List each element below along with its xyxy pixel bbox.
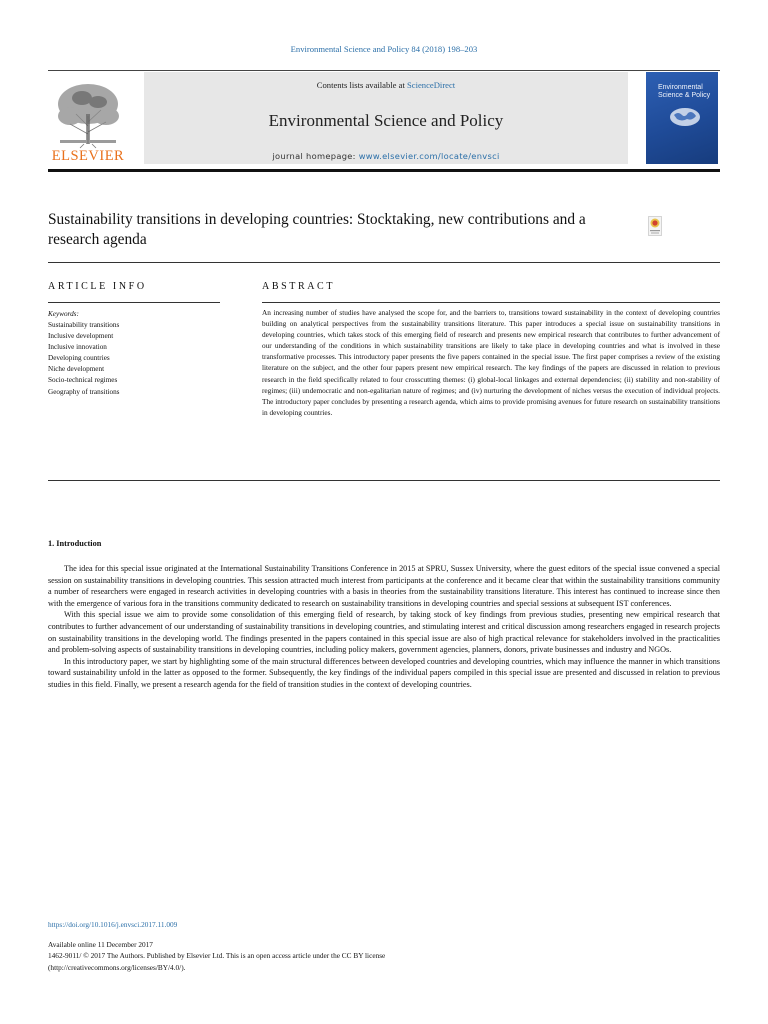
- globe-icon: [668, 106, 702, 128]
- article-info-heading: ARTICLE INFO: [48, 281, 147, 292]
- paragraph: With this special issue we aim to provide some consolidation of this emerging field of research, by taking stock of key findings from previous studies, presenting new empirical research that contributes to further advancement of our understanding of sustainability transitions in developing countries, and stimulating interest and critical discussion among researchers engaged in research projects on sustainability transitions in the developing world. The findings presented in the papers contained in this special issue are also of high practical relevance for stakeholders involved in the practicalities and problem-solving aspects of sustainability transitions in developing countries, including policy makers, government agencies, planners, donors, private businesses and industry and NGOs.: [48, 610, 720, 655]
- homepage-link[interactable]: www.elsevier.com/locate/envsci: [358, 151, 500, 161]
- license-url[interactable]: (http://creativecommons.org/licenses/BY/4.0/).: [48, 962, 186, 972]
- keyword: Inclusive innovation: [48, 343, 107, 352]
- abstract-bottom-rule: [48, 480, 720, 481]
- header-rule: [48, 70, 720, 71]
- keyword: Niche development: [48, 365, 105, 374]
- article-info-rule: [48, 302, 220, 303]
- elsevier-wordmark: ELSEVIER: [51, 148, 125, 164]
- crossmark-icon[interactable]: [648, 216, 662, 236]
- journal-citation[interactable]: Environmental Science and Policy 84 (2018) 198–203: [290, 44, 478, 54]
- contents-line: [144, 80, 628, 90]
- paragraph: In this introductory paper, we start by highlighting some of the main structural differences between developed countries and developing countries, which may influence the manner in which transitions toward sustainability unfold in the latter as opposed to the former. Subsequently, the key findings of the individual papers compiled in this special issue are presented and discussed in relation to previous studies in this field. Finally, we present a research agenda for the field of transition studies in the context of developing countries.: [48, 656, 720, 689]
- journal-homepage: [144, 151, 628, 161]
- license-line: 1462-9011/ © 2017 The Authors. Published by Elsevier Ltd. This is an open access article under the CC BY license: [48, 951, 386, 961]
- keyword: Geography of transitions: [48, 387, 120, 396]
- sciencedirect-link[interactable]: ScienceDirect: [407, 80, 456, 90]
- abstract-text: An increasing number of studies have analysed the scope for, and the barriers to, transitions toward sustainability in the context of developing countries building on analytical perspectives from the sustainability transitions literature. This paper introduces a special issue on sustainability transitions in developing countries, which takes stock of this emerging field of research and presents new empirical research that contributes to further advancement of our understanding of the conditions in which sustainability transitions are likely to take place in developing countries and what is involved in these transformative processes. This introductory paper presents the five papers contained in the special issue. The first paper comprises a review of the existing literature on the subject, and the other four papers present new empirical research. The key findings of the papers are discussed in relation to previous research in the field specifically related to four crosscutting themes: (i) global-local linkages and external dependencies; (ii) stability and non-stability of regimes; (iii) undemocratic and non-egalitarian nature of regimes; and (iv) nurturing the development of niches versus the execution of individual projects. The introductory paper concludes by presenting a research agenda, which aims to provide promising avenues for future research on sustainability transitions in developing countries.: [262, 308, 720, 417]
- keywords-list: [48, 320, 119, 398]
- available-online: Available online 11 December 2017: [48, 940, 153, 949]
- paper-title: Sustainability transitions in developing countries: Stocktaking, new contributions and a research agenda: [48, 211, 586, 248]
- keyword: Sustainability transitions: [48, 321, 120, 329]
- contents-prefix: Contents lists available at: [316, 80, 407, 90]
- abstract-heading: ABSTRACT: [262, 281, 336, 292]
- journal-title: Environmental Science and Policy: [268, 111, 504, 130]
- keyword: Socio-technical regimes: [48, 376, 118, 385]
- homepage-prefix: journal homepage:: [272, 151, 359, 161]
- keyword: Inclusive development: [48, 332, 114, 341]
- paragraph: The idea for this special issue originated at the International Sustainability Transitions Conference in 2015 at SPRU, Sussex University, where the guest editors of the special issue convened a special session on sustainability transitions in developing countries. This session attracted much interest from participants at the conference and it became clear that within the sustainability transitions community a number of researchers were engaged in research activities in developing countries with a basis in theories from the sustainability transitions literature. This interest has continued to increase since then with the emergence of various fora in the transitions community dedicated to research on sustainability transitions in developing countries and special sessions at subsequent IST conferences.: [48, 564, 720, 608]
- doi-link[interactable]: https://doi.org/10.1016/j.envsci.2017.11.009: [48, 920, 178, 929]
- abstract-rule: [262, 302, 720, 303]
- keywords-label: Keywords:: [48, 310, 79, 318]
- introduction-body: [48, 563, 720, 691]
- masthead-rule: [48, 169, 720, 172]
- cover-title: Environmental Science & Policy: [658, 84, 711, 99]
- title-rule: [48, 262, 720, 263]
- introduction-heading: 1. Introduction: [48, 539, 102, 548]
- keyword: Developing countries: [48, 354, 110, 363]
- availability-notice: [48, 939, 568, 973]
